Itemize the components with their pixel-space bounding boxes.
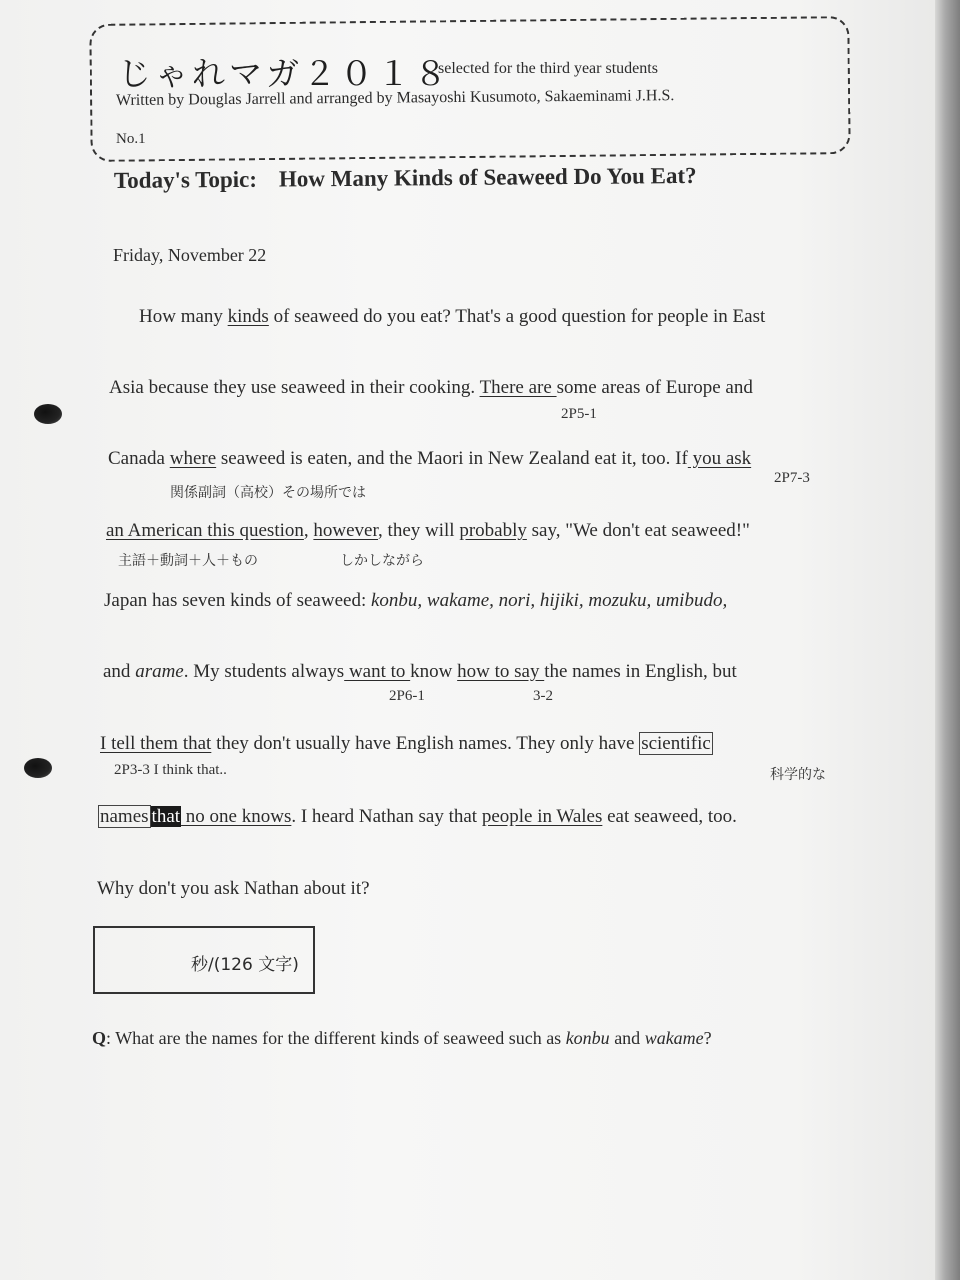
topic-label: Today's Topic:: [113, 166, 258, 193]
body-line-1: How many kinds of seaweed do you eat? That's a good question for people in East: [139, 306, 766, 327]
topic-heading: [114, 163, 697, 194]
body-line-4: an American this question, however, they will probably say, "We don't eat seaweed!": [106, 520, 750, 541]
selected-note: selected for the third year students: [438, 60, 658, 77]
topic-title: How Many Kinds of Seaweed Do You Eat?: [278, 162, 697, 192]
annotation-2p7-3: 2P7-3: [774, 470, 810, 486]
reading-time-label: 秒/(126 文字): [191, 955, 299, 975]
issue-number: No.1: [116, 131, 146, 147]
annotation-however: しかしながら: [340, 553, 424, 569]
body-line-6: and arame. My students always want to know how to say the names in English, but: [103, 661, 737, 682]
page-edge: [935, 0, 960, 1280]
body-line-7: I tell them that they don't usually have English names. They only have scientific: [100, 733, 711, 754]
date: Friday, November 22: [113, 245, 267, 265]
magazine-title: じゃれマガ２０１８: [118, 54, 451, 93]
annotation-scientific: 科学的な: [770, 767, 826, 783]
author-credit: Written by Douglas Jarrell and arranged by Masayoshi Kusumoto, Sakaeminami J.H.S.: [115, 87, 675, 109]
punch-hole-bottom: [24, 758, 52, 778]
comprehension-question: Q: What are the names for the different kinds of seaweed such as konbu and wakame?: [92, 1028, 712, 1048]
punch-hole-top: [34, 404, 62, 424]
annotation-svoo: 主語＋動詞＋人＋もの: [118, 553, 258, 569]
body-line-9: Why don't you ask Nathan about it?: [97, 878, 370, 899]
annotation-2p5-1: 2P5-1: [561, 406, 597, 422]
body-line-3: Canada where seaweed is eaten, and the Maori in New Zealand eat it, too. If you ask: [108, 448, 752, 469]
body-line-2: Asia because they use seaweed in their cooking. There are some areas of Europe and: [109, 377, 753, 398]
body-line-8: names that no one knows. I heard Nathan say that people in Wales eat seaweed, too.: [100, 806, 737, 827]
annotation-2p6-1: 2P6-1: [389, 688, 425, 704]
annotation-relative-adverb: 関係副詞（高校）その場所では: [170, 485, 366, 501]
annotation-3-2: 3-2: [533, 688, 553, 704]
body-line-5: Japan has seven kinds of seaweed: konbu, wakame, nori, hijiki, mozuku, umibudo,: [104, 590, 728, 611]
reading-time-box: [93, 926, 315, 994]
annotation-2p3-3: 2P3-3 I think that..: [114, 762, 227, 778]
